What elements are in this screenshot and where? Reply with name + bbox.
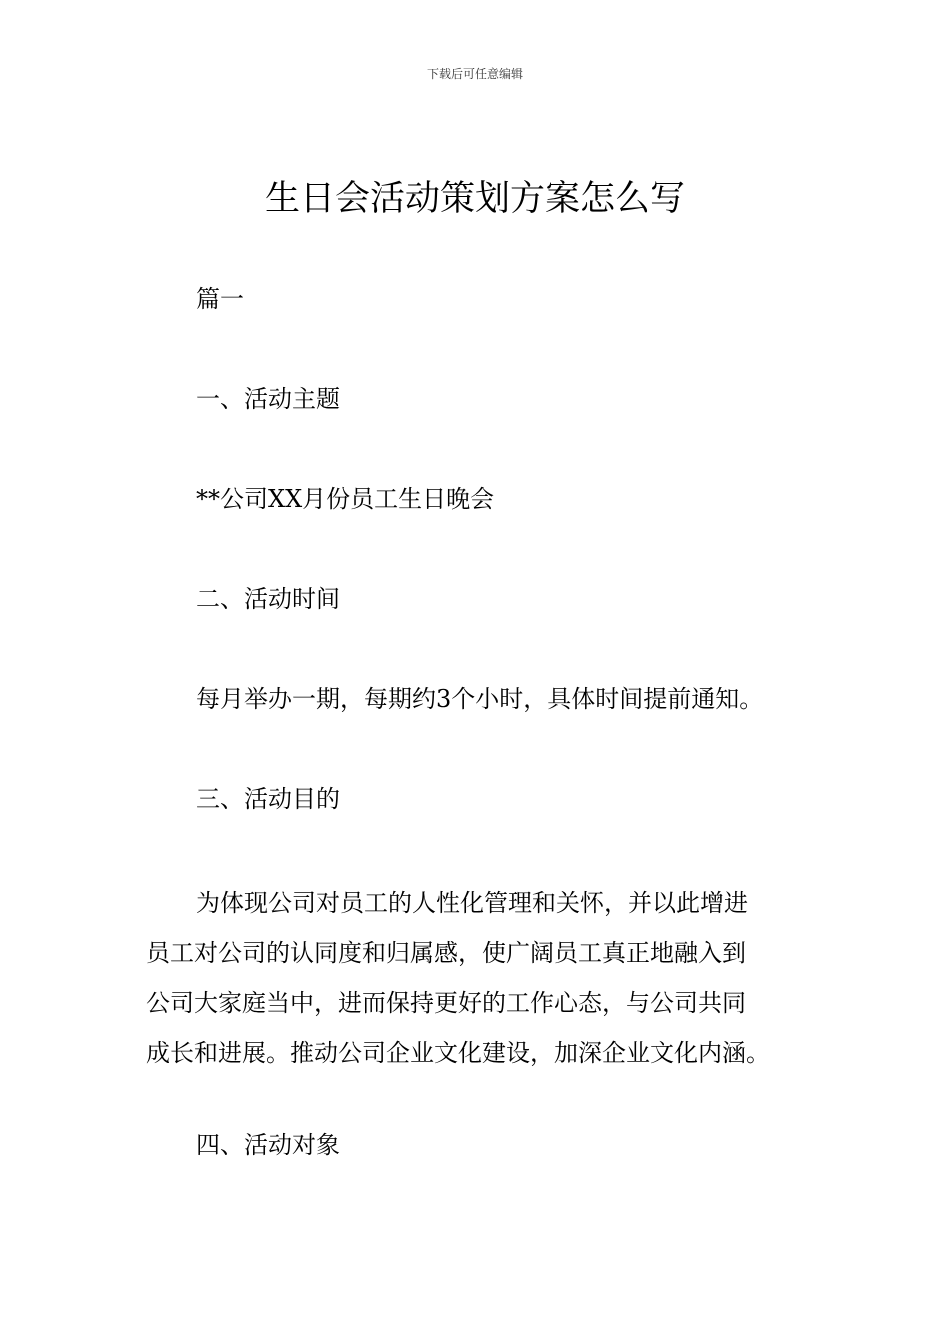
page-header-note: 下载后可任意编辑 (426, 67, 523, 81)
section-heading-time: 二、活动时间 (196, 585, 340, 613)
section-heading-audience: 四、活动对象 (196, 1131, 340, 1159)
section-heading-purpose: 三、活动目的 (196, 785, 340, 813)
section-text-theme: **公司XX月份员工生日晚会 (196, 485, 495, 513)
section-text-time: 每月举办一期，每期约3个小时，具体时间提前通知。 (196, 685, 764, 713)
paragraph-line: 公司大家庭当中，进而保持更好的工作心态，与公司共同 (146, 989, 746, 1017)
paragraph-line: 为体现公司对员工的人性化管理和关怀，并以此增进 (196, 889, 748, 917)
part-label: 篇一 (196, 285, 244, 313)
paragraph-line: 成长和进展。推动公司企业文化建设，加深企业文化内涵。 (146, 1039, 770, 1067)
document-title: 生日会活动策划方案怎么写 (264, 179, 685, 219)
section-text-purpose (146, 878, 806, 1078)
paragraph-line: 员工对公司的认同度和归属感，使广阔员工真正地融入到 (146, 939, 746, 967)
section-heading-theme: 一、活动主题 (196, 385, 340, 413)
